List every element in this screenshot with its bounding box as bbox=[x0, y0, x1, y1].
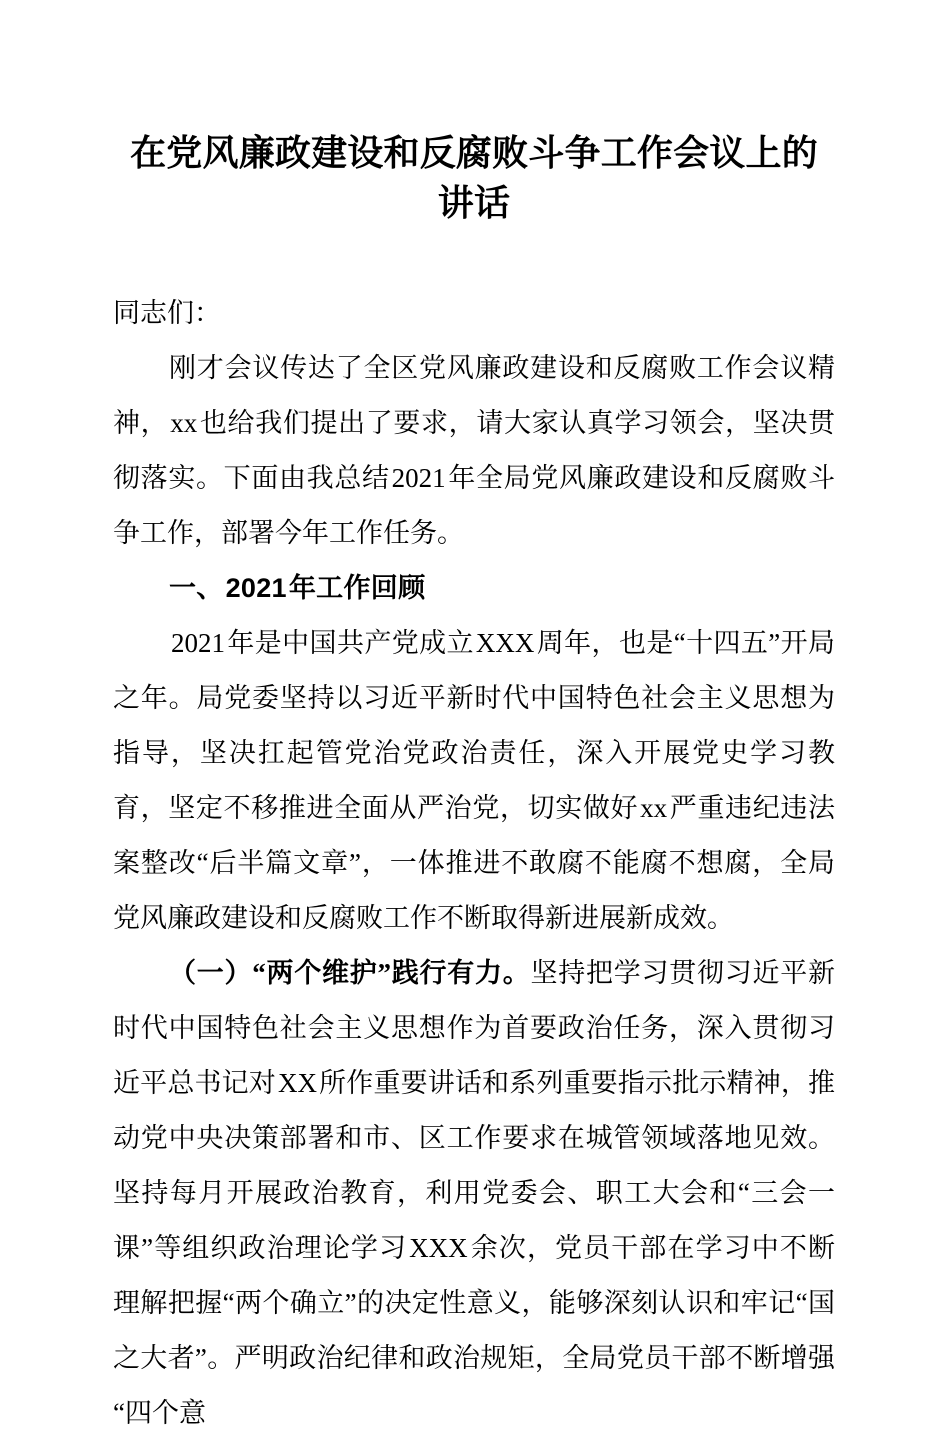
year-2021-ref: 2021 bbox=[171, 628, 225, 658]
placeholder-xx-case: xx bbox=[640, 793, 668, 823]
placeholder-xx: xx bbox=[170, 408, 198, 438]
paragraph-section-1-body: 2021年是中国共产党成立XXX周年，也是“十四五”开局之年。局党委坚持以习近平新时代中国特色社会主义思想为指导，坚决扛起管党治党政治责任，深入开展党史学习教育，坚定不移推进全面从严治党，切实做好xx严重违纪违法案整改“后半篇文章”，一体推进不敢腐不能腐不想腐，全局党风廉政建设和反腐败工作不断取得新进展新成效。 bbox=[113, 628, 836, 933]
placeholder-xxx-count: XXX bbox=[409, 1233, 468, 1263]
paragraph-item-1: （一）“两个维护”践行有力。坚持把学习贯彻习近平新时代中国特色社会主义思想作为首要政治任务，深入贯彻习近平总书记对XX所作重要讲话和系列重要指示批示精神，推动党中央决策部署和市、区工作要求在城管领域落地见效。坚持每月开展政治教育，利用党委会、职工大会和“三会一课”等组织政治理论学习XXX余次，党员干部在学习中不断理解把握“两个确立”的决定性意义，能够深刻认识和牢记“国之大者”。严明政治纪律和政治规矩，全局党员干部不断增强“四个意 bbox=[113, 958, 836, 1428]
section-heading-1: 一、2021年工作回顾 bbox=[169, 573, 426, 603]
item-1-lead-in: （一）“两个维护”践行有力。 bbox=[169, 958, 531, 988]
section-year: 2021 bbox=[225, 573, 287, 603]
placeholder-xx-org: XX bbox=[277, 1068, 317, 1098]
page-title: 在党风廉政建设和反腐败斗争工作会议上的讲话 bbox=[130, 133, 818, 223]
paragraph-intro: 刚才会议传达了全区党风廉政建设和反腐败工作会议精神，xx也给我们提出了要求，请大家认真学习领会，坚决贯彻落实。下面由我总结2021年全局党风廉政建设和反腐败斗争工作，部署今年工作任务。 bbox=[113, 353, 836, 548]
placeholder-xxx-anniversary: XXX bbox=[475, 628, 535, 658]
year-2021: 2021 bbox=[391, 463, 446, 493]
salutation: 同志们： bbox=[113, 298, 221, 328]
